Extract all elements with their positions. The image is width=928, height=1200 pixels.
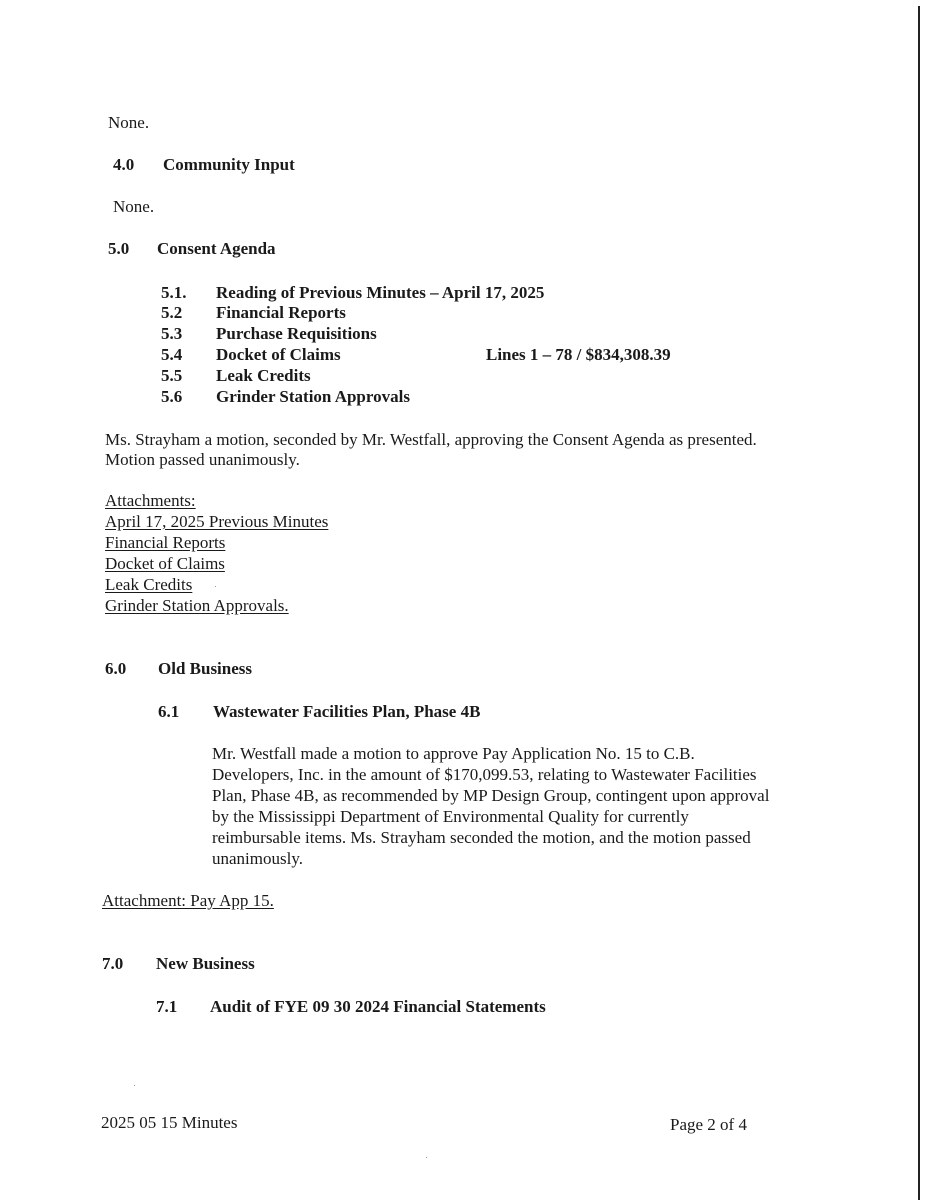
section-4-body: None. <box>113 197 155 216</box>
old-business-paragraph-line: Plan, Phase 4B, as recommended by MP Design Group, contingent upon approval <box>212 786 770 805</box>
old-business-paragraph-line: unanimously. <box>212 849 303 868</box>
subsection-6-1-title: Wastewater Facilities Plan, Phase 4B <box>213 702 481 721</box>
prior-section-body: None. <box>108 113 150 132</box>
attachment-pay-app-link[interactable]: Attachment: Pay App 15. <box>102 891 274 910</box>
consent-item-label: Financial Reports <box>216 303 346 322</box>
consent-item-label: Reading of Previous Minutes – April 17, 2025 <box>216 283 545 302</box>
attachment-link[interactable]: Docket of Claims <box>105 554 225 573</box>
section-5-number: 5.0 <box>108 239 130 258</box>
attachment-link[interactable]: April 17, 2025 Previous Minutes <box>105 512 329 531</box>
scan-edge-line <box>918 6 920 1200</box>
section-6-title: Old Business <box>158 659 253 678</box>
old-business-paragraph-line: Developers, Inc. in the amount of $170,099.53, relating to Wastewater Facilities <box>212 765 757 784</box>
consent-item-label: Leak Credits <box>216 366 311 385</box>
old-business-paragraph-line: reimbursable items. Ms. Strayham seconded the motion, and the motion passed <box>212 828 751 847</box>
attachment-link[interactable]: Grinder Station Approvals. <box>105 596 289 615</box>
docket-claims-amount: Lines 1 – 78 / $834,308.39 <box>486 345 671 364</box>
attachments-heading: Attachments: <box>105 491 196 510</box>
consent-motion-line-2: Motion passed unanimously. <box>105 450 300 469</box>
section-7-title: New Business <box>156 954 255 973</box>
section-6-number: 6.0 <box>105 659 127 678</box>
scan-speck <box>426 1157 427 1158</box>
footer-document-name: 2025 05 15 Minutes <box>101 1113 238 1132</box>
section-5-title: Consent Agenda <box>157 239 276 258</box>
attachment-link[interactable]: Financial Reports <box>105 533 226 552</box>
consent-item-number: 5.3 <box>161 324 183 343</box>
footer-page-number: Page 2 of 4 <box>670 1115 747 1134</box>
old-business-paragraph-line: by the Mississippi Department of Environmental Quality for currently <box>212 807 689 826</box>
consent-item-number: 5.1. <box>161 283 187 302</box>
scan-speck <box>134 1085 135 1086</box>
consent-item-number: 5.6 <box>161 387 183 406</box>
scan-speck <box>215 586 216 587</box>
subsection-7-1-title: Audit of FYE 09 30 2024 Financial Statements <box>210 997 546 1016</box>
consent-item-number: 5.4 <box>161 345 183 364</box>
consent-item-number: 5.5 <box>161 366 183 385</box>
consent-item-label: Grinder Station Approvals <box>216 387 410 406</box>
section-4-number: 4.0 <box>113 155 135 174</box>
subsection-6-1-number: 6.1 <box>158 702 180 721</box>
consent-item-label: Docket of Claims <box>216 345 341 364</box>
old-business-paragraph-line: Mr. Westfall made a motion to approve Pay Application No. 15 to C.B. <box>212 744 695 763</box>
consent-motion-line-1: Ms. Strayham a motion, seconded by Mr. Westfall, approving the Consent Agenda as presented. <box>105 430 757 449</box>
attachment-link[interactable]: Leak Credits <box>105 575 193 594</box>
section-4-title: Community Input <box>163 155 295 174</box>
consent-item-label: Purchase Requisitions <box>216 324 377 343</box>
section-7-number: 7.0 <box>102 954 124 973</box>
subsection-7-1-number: 7.1 <box>156 997 178 1016</box>
consent-item-number: 5.2 <box>161 303 183 322</box>
